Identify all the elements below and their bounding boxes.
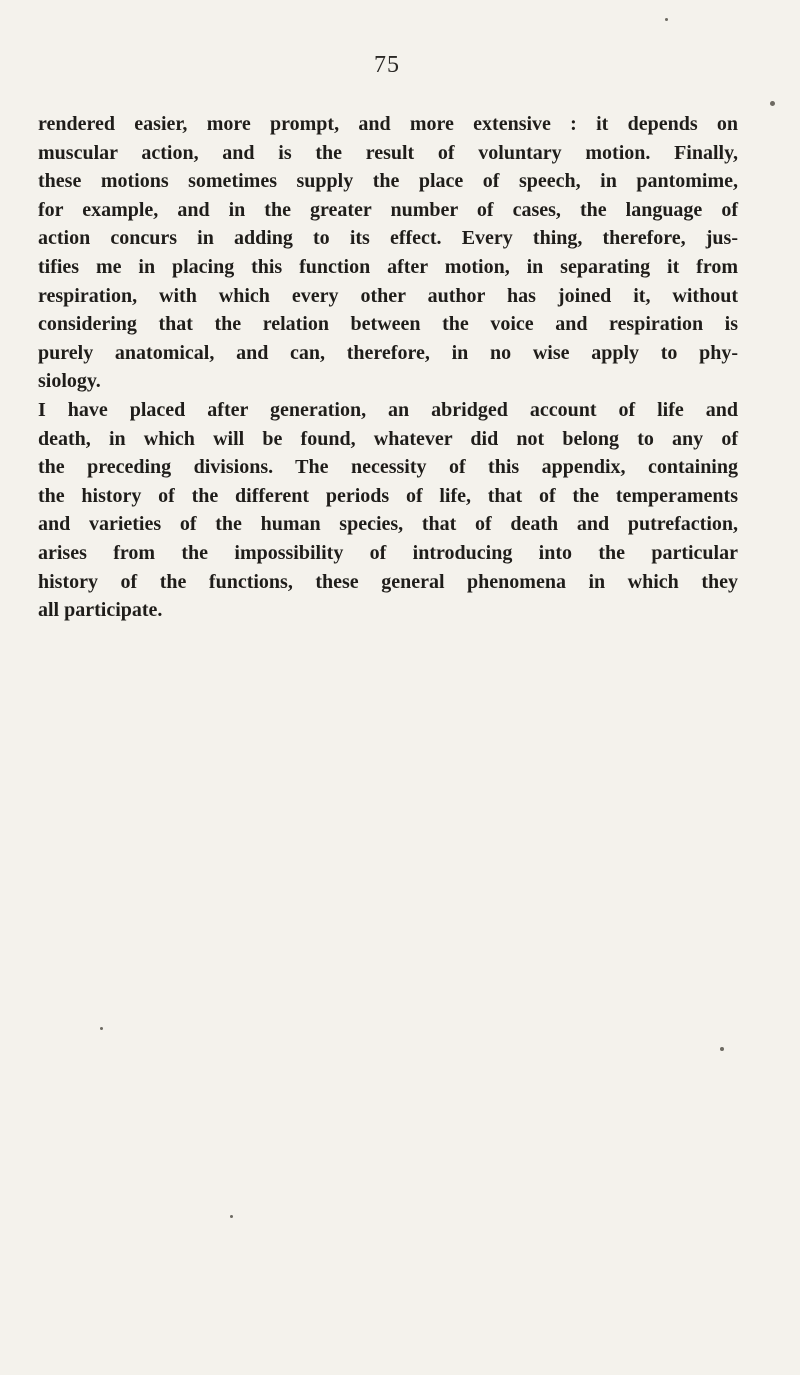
page-number: 75 — [374, 52, 400, 78]
text-line: all participate. — [38, 599, 163, 622]
paper-speck — [100, 1027, 103, 1030]
text-line: rendered easier, more prompt, and more extensive : it depends on — [38, 113, 738, 135]
text-line: siology. — [38, 370, 101, 393]
text-line: action concurs in adding to its effect. Every thing, therefore, jus- — [38, 227, 738, 250]
text-line: considering that the relation between the voice and respiration is — [38, 313, 738, 336]
paper-speck — [720, 1047, 724, 1051]
text-line: history of the functions, these general phenomena in which they — [38, 570, 738, 593]
text-line: purely anatomical, and can, therefore, in no wise apply to phy- — [38, 341, 738, 364]
text-line: I have placed after generation, an abridged account of life and — [38, 398, 738, 421]
paper-speck — [770, 101, 775, 106]
text-line: muscular action, and is the result of voluntary motion. Finally, — [38, 141, 738, 164]
paper-speck — [230, 1215, 233, 1218]
text-line: these motions sometimes supply the place of speech, in pantomime, — [38, 170, 738, 193]
paper-speck — [665, 18, 668, 21]
text-line: the preceding divisions. The necessity of this appendix, containing — [38, 456, 738, 479]
text-line: arises from the impossibility of introducing into the particular — [38, 541, 738, 564]
text-line: and varieties of the human species, that of death and putrefaction, — [38, 513, 738, 536]
text-line: death, in which will be found, whatever did not belong to any of — [38, 427, 738, 450]
text-line: the history of the different periods of life, that of the temperaments — [38, 484, 738, 507]
body-text — [38, 110, 738, 625]
text-line: tifies me in placing this function after motion, in separating it from — [38, 255, 738, 278]
text-line: respiration, with which every other author has joined it, without — [38, 284, 738, 307]
text-line: for example, and in the greater number of cases, the language of — [38, 198, 738, 221]
